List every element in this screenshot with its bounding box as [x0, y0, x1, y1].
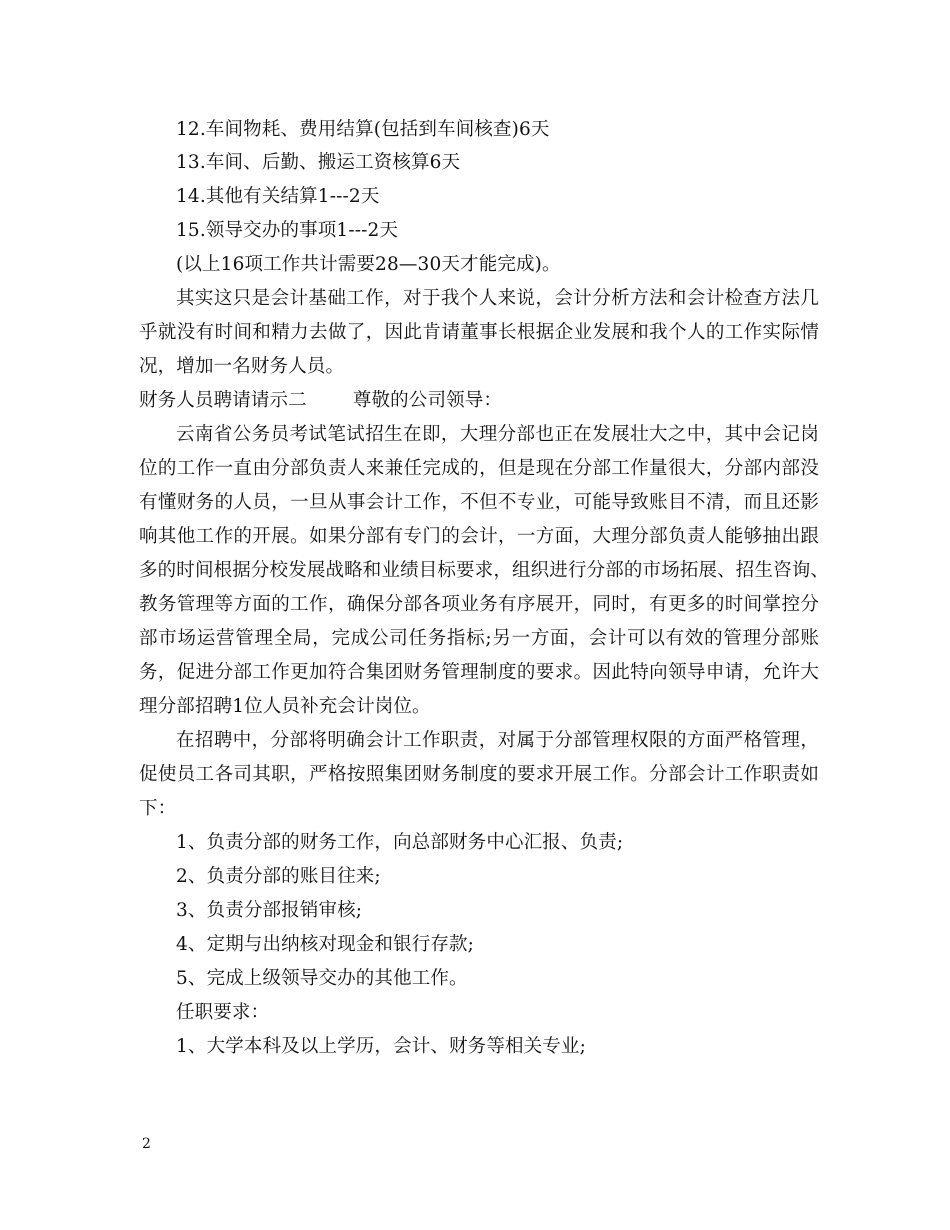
text-line-item-13: 13.车间、后勤、搬运工资核算6天	[176, 152, 461, 173]
paragraph-2-line-3: 有懂财务的人员，一旦从事会计工作，不但不专业，可能导致账目不清，而且还影	[139, 492, 819, 513]
text-line-item-12: 12.车间物耗、费用结算(包括到车间核查)6天	[176, 119, 550, 140]
paragraph-1-line-3: 况，增加一名财务人员。	[139, 356, 345, 377]
paragraph-2-line-9: 理分部招聘1位人员补充会计岗位。	[139, 696, 431, 717]
paragraph-2-line-1: 云南省公务员考试笔试招生在即，大理分部也正在发展壮大之中，其中会记岗	[176, 424, 819, 445]
salutation: 尊敬的公司领导：	[352, 390, 503, 411]
text-line-item-14: 14.其他有关结算1---2天	[176, 186, 380, 207]
paragraph-2-line-8: 务，促进分部工作更加符合集团财务管理制度的要求。因此特向领导申请，允许大	[139, 662, 819, 683]
paragraph-3-line-3: 下：	[139, 798, 177, 819]
duty-item-4: 4、定期与出纳核对现金和银行存款;	[176, 934, 475, 955]
paragraph-2-line-5: 多的时间根据分校发展战略和业绩目标要求，组织进行分部的市场拓展、招生咨询、	[139, 560, 830, 581]
duty-item-1: 1、负责分部的财务工作，向总部财务中心汇报、负责;	[176, 832, 624, 853]
paragraph-3-line-2: 促使员工各司其职，严格按照集团财务制度的要求开展工作。分部会计工作职责如	[139, 764, 819, 785]
section-heading-title: 财务人员聘请请示二	[139, 390, 307, 411]
text-line-summary: (以上16项工作共计需要28—30天才能完成)。	[176, 254, 561, 275]
paragraph-2-line-4: 响其他工作的开展。如果分部有专门的会计，一方面，大理分部负责人能够抽出跟	[139, 526, 819, 547]
duty-item-2: 2、负责分部的账目往来;	[176, 866, 381, 887]
paragraph-2-line-6: 教务管理等方面的工作，确保分部各项业务有序展开，同时，有更多的时间掌控分	[139, 594, 819, 615]
text-line-item-15: 15.领导交办的事项1---2天	[176, 220, 399, 241]
paragraph-1-line-1: 其实这只是会计基础工作，对于我个人来说，会计分析方法和会计检查方法几	[176, 288, 819, 309]
paragraph-1-line-2: 乎就没有时间和精力去做了，因此肯请董事长根据企业发展和我个人的工作实际情	[139, 322, 819, 343]
duty-item-5: 5、完成上级领导交办的其他工作。	[176, 968, 468, 989]
paragraph-2-line-7: 部市场运营管理全局，完成公司任务指标;另一方面，会计可以有效的管理分部账	[139, 628, 819, 649]
paragraph-3-line-1: 在招聘中，分部将明确会计工作职责，对属于分部管理权限的方面严格管理，	[176, 730, 819, 751]
duty-item-3: 3、负责分部报销审核;	[176, 900, 363, 921]
section-heading-line	[139, 389, 502, 413]
requirements-heading: 任职要求：	[176, 1002, 270, 1023]
requirement-item-1: 1、大学本科及以上学历，会计、财务等相关专业;	[176, 1036, 586, 1057]
page-number: 2	[142, 1136, 151, 1152]
paragraph-2-line-2: 位的工作一直由分部负责人来兼任完成的，但是现在分部工作量很大，分部内部没	[139, 458, 819, 479]
